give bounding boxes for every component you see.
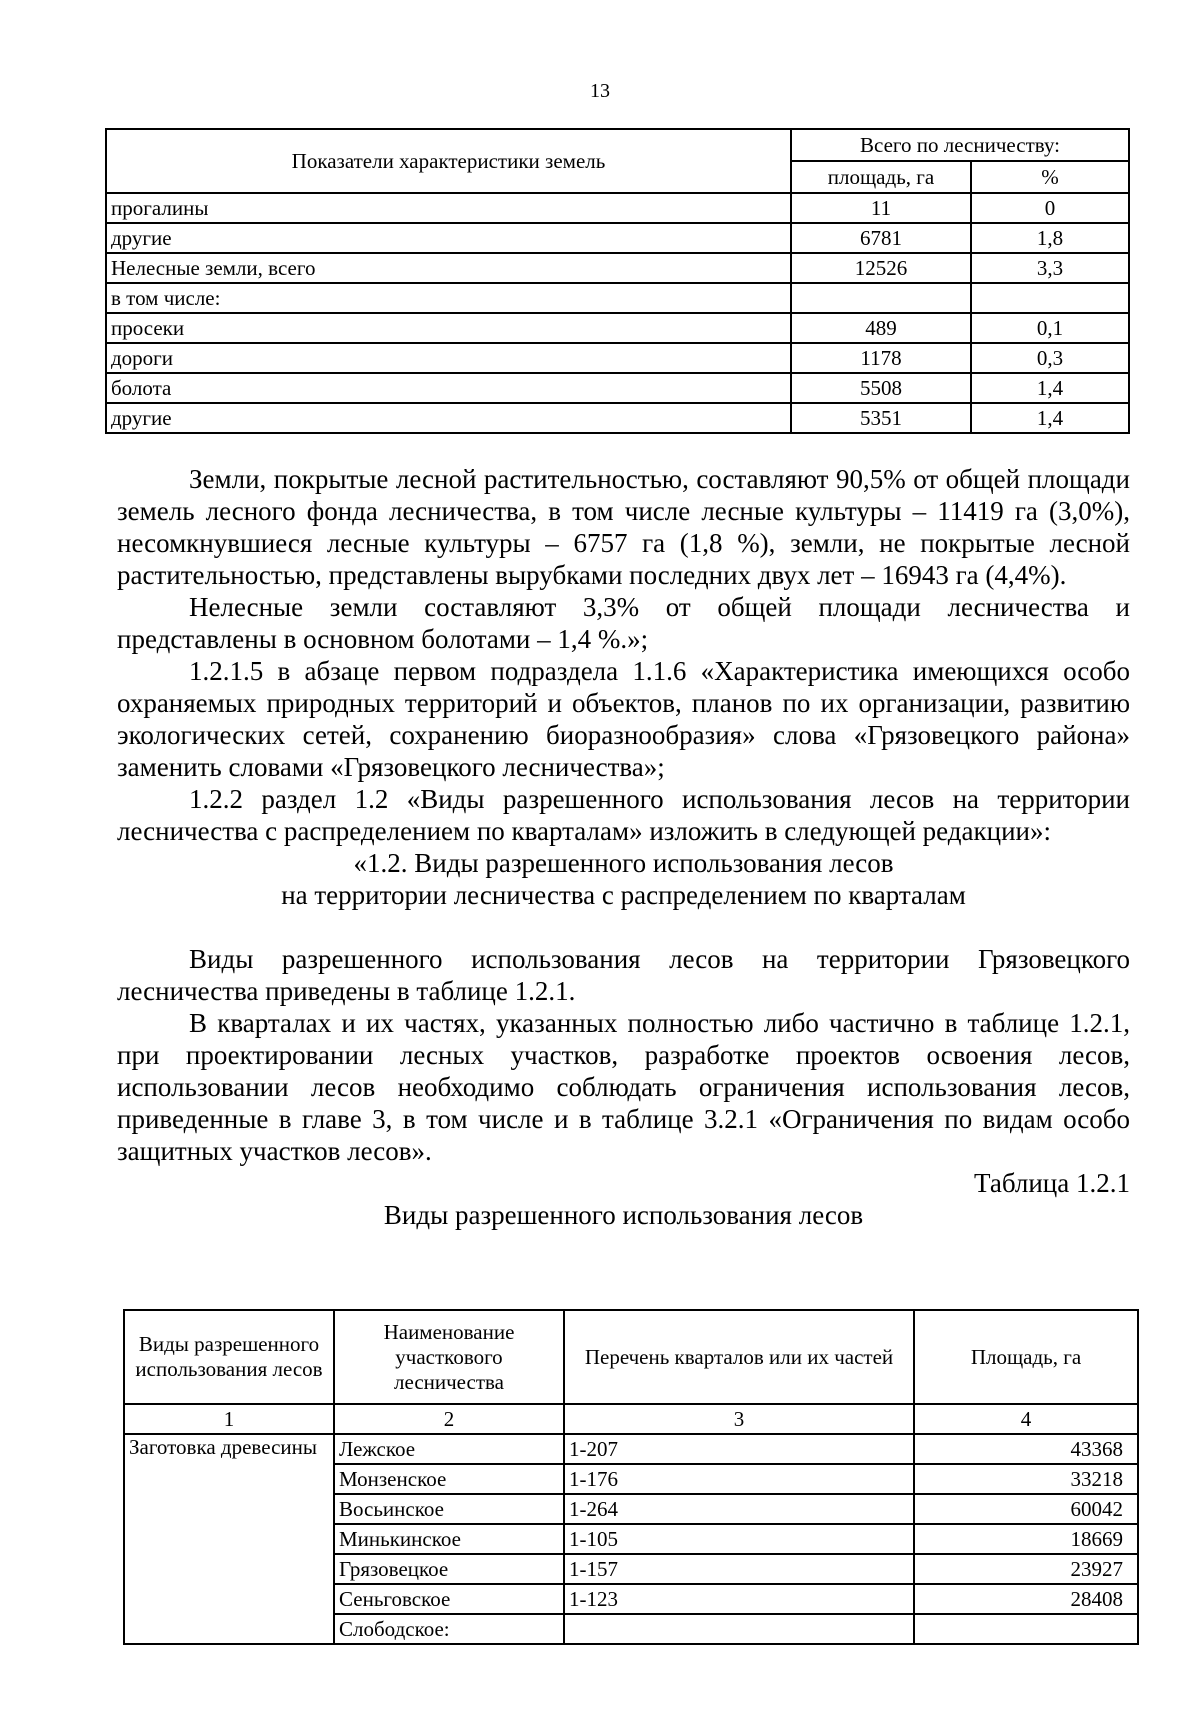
t1-label: просеки xyxy=(106,313,791,343)
t1-area: 5351 xyxy=(791,403,971,433)
t2-quarters: 1-264 xyxy=(564,1494,914,1524)
land-characteristics-table xyxy=(105,128,1130,434)
t1-header-pct: % xyxy=(971,161,1129,193)
paragraph: 1.2.1.5 в абзаце первом подраздела 1.1.6 «Характеристика имеющихся особо охраняемых природных территорий и объектов, планов по их организации, развитию экологических сетей, сохранению биоразнообразия» слова «Грязовецкого района» заменить словами «Грязовецкого лесничества»; xyxy=(117,656,1130,782)
t2-area: 18669 xyxy=(914,1524,1138,1554)
table-row xyxy=(124,1434,1138,1464)
t2-quarters xyxy=(564,1614,914,1644)
table-row xyxy=(106,313,1129,343)
t1-pct: 0,1 xyxy=(971,313,1129,343)
t1-label: в том числе: xyxy=(106,283,791,313)
t2-forestry: Минькинское xyxy=(334,1524,564,1554)
t2-forestry: Слободское: xyxy=(334,1614,564,1644)
table-row xyxy=(106,253,1129,283)
t1-area: 489 xyxy=(791,313,971,343)
t2-quarters: 1-207 xyxy=(564,1434,914,1464)
t1-pct: 1,4 xyxy=(971,403,1129,433)
t1-area: 6781 xyxy=(791,223,971,253)
table-row xyxy=(106,343,1129,373)
section-heading: «1.2. Виды разрешенного использования лесов xyxy=(353,848,894,878)
permitted-use-table xyxy=(123,1309,1139,1645)
t1-pct xyxy=(971,283,1129,313)
t2-header-forestry: Наименование участкового лесничества xyxy=(334,1310,564,1404)
t1-area: 11 xyxy=(791,193,971,223)
t2-quarters: 1-105 xyxy=(564,1524,914,1554)
t1-pct: 1,4 xyxy=(971,373,1129,403)
t2-area: 43368 xyxy=(914,1434,1138,1464)
t2-forestry: Восьинское xyxy=(334,1494,564,1524)
table-title: Виды разрешенного использования лесов xyxy=(383,1200,864,1230)
table-row xyxy=(106,283,1129,313)
t2-col-number: 3 xyxy=(564,1404,914,1434)
t2-area: 60042 xyxy=(914,1494,1138,1524)
paragraph: 1.2.2 раздел 1.2 «Виды разрешенного использования лесов на территории лесничества с распределением по кварталам» изложить в следующей редакции»: xyxy=(117,784,1130,846)
t2-quarters: 1-123 xyxy=(564,1584,914,1614)
t1-header-indicators: Показатели характеристики земель xyxy=(106,129,791,193)
t1-label: другие xyxy=(106,223,791,253)
section-heading: на территории лесничества с распределением по кварталам xyxy=(281,880,966,910)
page-number: 13 xyxy=(590,80,610,102)
t2-header-quarters: Перечень кварталов или их частей xyxy=(564,1310,914,1404)
t1-label: болота xyxy=(106,373,791,403)
t1-header-area: площадь, га xyxy=(791,161,971,193)
paragraph: Виды разрешенного использования лесов на территории Грязовецкого лесничества приведены в таблице 1.2.1. xyxy=(117,944,1130,1006)
t1-label: дороги xyxy=(106,343,791,373)
t2-area xyxy=(914,1614,1138,1644)
t2-forestry: Грязовецкое xyxy=(334,1554,564,1584)
t2-area: 33218 xyxy=(914,1464,1138,1494)
t2-col-number: 4 xyxy=(914,1404,1138,1434)
t2-col-number: 2 xyxy=(334,1404,564,1434)
table-row xyxy=(106,403,1129,433)
paragraph: В кварталах и их частях, указанных полностью либо частично в таблице 1.2.1, при проектировании лесных участков, разработке проектов освоения лесов, использовании лесов необходимо соблюдать ограничения использования лесов, приведенные в главе 3, в том числе и в таблице 3.2.1 «Ограничения по видам особо защитных участков лесов». xyxy=(117,1008,1130,1166)
t2-forestry: Монзенское xyxy=(334,1464,564,1494)
table-row xyxy=(106,373,1129,403)
t2-forestry: Лежское xyxy=(334,1434,564,1464)
t1-area: 12526 xyxy=(791,253,971,283)
t1-pct: 0,3 xyxy=(971,343,1129,373)
paragraph: Нелесные земли составляют 3,3% от общей площади лесничества и представлены в основном болотами – 1,4 %.»; xyxy=(117,592,1130,654)
t1-area: 5508 xyxy=(791,373,971,403)
t1-label: другие xyxy=(106,403,791,433)
t1-label: прогалины xyxy=(106,193,791,223)
t1-header-group: Всего по лесничеству: xyxy=(791,129,1129,161)
t2-quarters: 1-176 xyxy=(564,1464,914,1494)
t2-quarters: 1-157 xyxy=(564,1554,914,1584)
t1-pct: 3,3 xyxy=(971,253,1129,283)
paragraph: Земли, покрытые лесной растительностью, составляют 90,5% от общей площади земель лесного фонда лесничества, в том числе лесные культуры – 11419 га (3,0%), несомкнувшиеся лесные культуры – 6757 га (1,8 %), земли, не покрытые лесной растительностью, представлены вырубками последних двух лет – 16943 га (4,4%). xyxy=(117,464,1130,590)
t2-col-number: 1 xyxy=(124,1404,334,1434)
t2-forestry: Сеньговское xyxy=(334,1584,564,1614)
t2-header-kind: Виды разрешенного использования лесов xyxy=(124,1310,334,1404)
table-row xyxy=(106,223,1129,253)
t1-area xyxy=(791,283,971,313)
body-text xyxy=(117,463,1130,1231)
t2-area: 28408 xyxy=(914,1584,1138,1614)
t2-area: 23927 xyxy=(914,1554,1138,1584)
t1-pct: 1,8 xyxy=(971,223,1129,253)
t2-header-area: Площадь, га xyxy=(914,1310,1138,1404)
t1-label: Нелесные земли, всего xyxy=(106,253,791,283)
table-label: Таблица 1.2.1 xyxy=(974,1168,1130,1198)
table-row xyxy=(106,193,1129,223)
t1-pct: 0 xyxy=(971,193,1129,223)
t1-area: 1178 xyxy=(791,343,971,373)
t2-kind: Заготовка древесины xyxy=(124,1434,334,1644)
